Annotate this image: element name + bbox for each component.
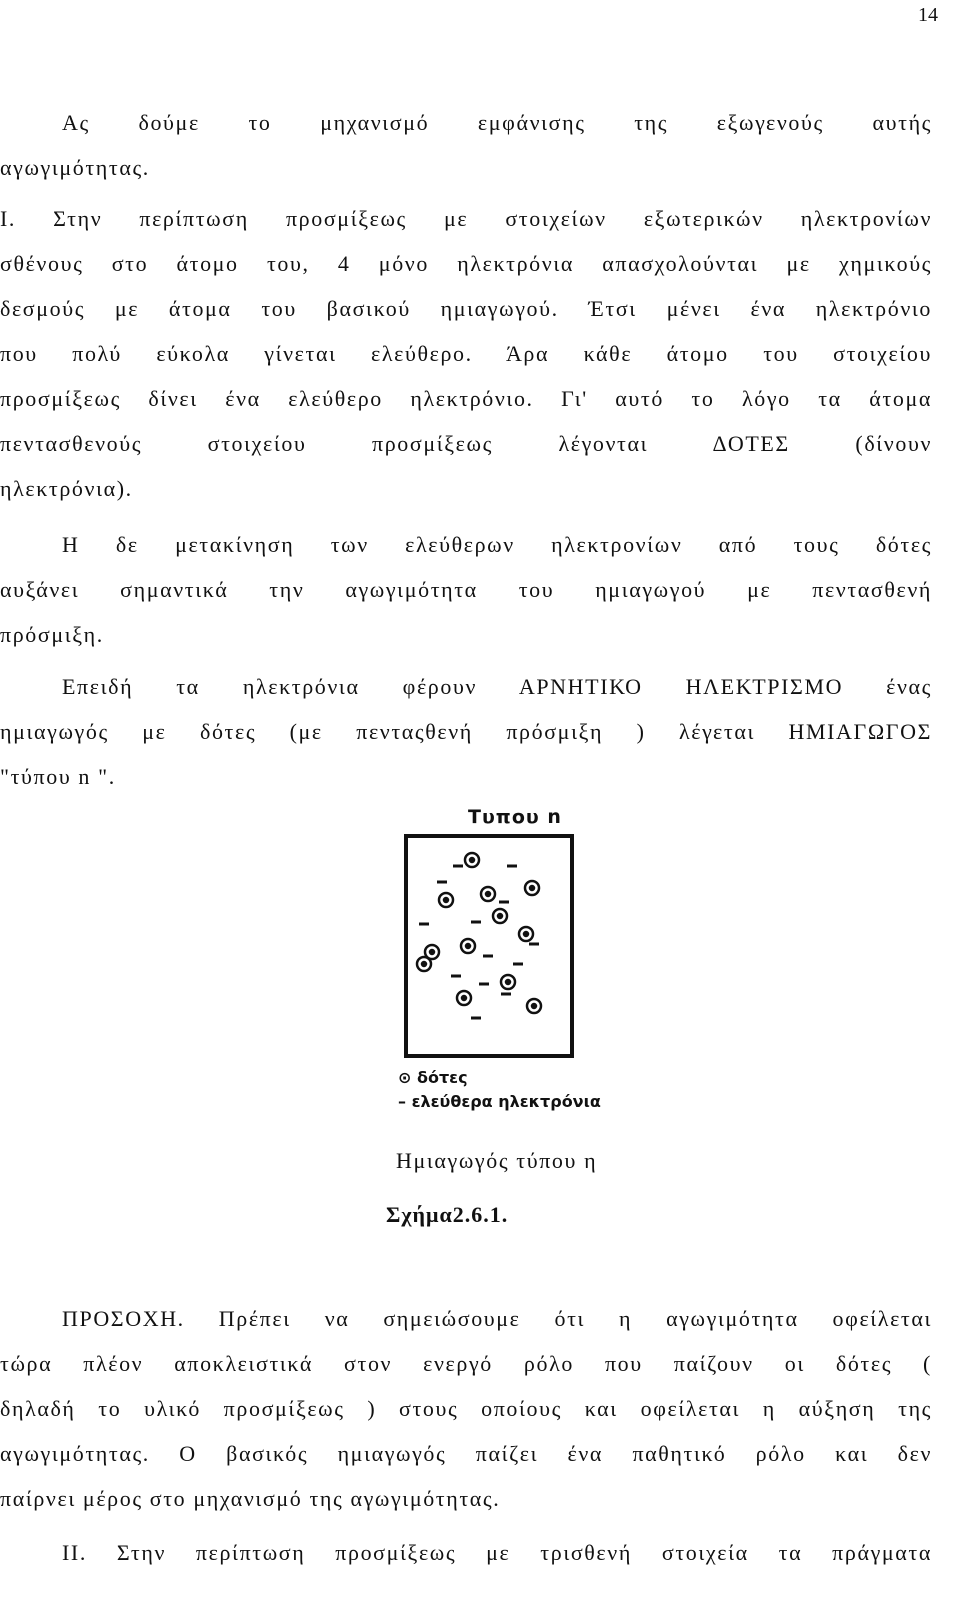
- legend-donor: [398, 1066, 601, 1090]
- figure-n-type-semiconductor: [384, 806, 644, 1146]
- donor-mark: [481, 887, 495, 901]
- donor-mark: [457, 991, 471, 1005]
- text-line: αγωγιμότητας.: [0, 155, 150, 180]
- paragraph-4: [0, 664, 932, 799]
- donor-icon: ⊙: [398, 1068, 412, 1087]
- electron-icon: –: [398, 1092, 406, 1111]
- text-line: ημιαγωγός με δότες (με πενταςθενή πρόσμιξη ) λέγεται ΗΜΙΑΓΩΓΟΣ: [0, 719, 932, 744]
- text-line: ΙΙ. Στην περίπτωση προσμίξεως με τρισθενή στοιχεία τα πράγματα: [62, 1540, 932, 1565]
- donor-mark: [493, 909, 507, 923]
- page-number: 14: [918, 4, 938, 26]
- text-line: αγωγιμότητας. Ο βασικός ημιαγωγός παίζει ένα παθητικό ρόλο και δεν: [0, 1441, 932, 1466]
- text-line: Ι. Στην περίπτωση προσμίξεως με στοιχείων εξωτερικών ηλεκτρονίων: [0, 206, 932, 231]
- figure-title: Τυπου n: [468, 806, 562, 828]
- paragraph-3: [0, 522, 932, 657]
- figure-caption: Ημιαγωγός τύπου η: [396, 1148, 598, 1173]
- text-line: Επειδή τα ηλεκτρόνια φέρουν ΑΡΝΗΤΙΚΟ ΗΛΕΚΤΡΙΣΜΟ ένας: [62, 674, 932, 699]
- donor-mark: [465, 853, 479, 867]
- donor-mark: [461, 939, 475, 953]
- text-line: δηλαδή το υλικό προσμίξεως ) στους οποίους και οφείλεται η αύξηση της: [0, 1396, 932, 1421]
- legend-electron-label: ελεύθερα ηλεκτρόνια: [411, 1092, 601, 1111]
- donor-mark: [501, 975, 515, 989]
- text-line: που πολύ εύκολα γίνεται ελεύθερο. Άρα κάθε άτομο του στοιχείου: [0, 341, 932, 366]
- donor-mark: [525, 881, 539, 895]
- text-line: "τύπου n ".: [0, 764, 116, 789]
- text-line: ΠΡΟΣΟΧΗ. Πρέπει να σημειώσουμε ότι η αγωγιμότητα οφείλεται: [62, 1306, 932, 1331]
- text-line: αυξάνει σημαντικά την αγωγιμότητα του ημιαγωγού με πεντασθενή: [0, 577, 932, 602]
- text-line: τώρα πλέον αποκλειστικά στον ενεργό ρόλο που παίζουν οι δότες (: [0, 1351, 932, 1376]
- text-line: προσμίξεως δίνει ένα ελεύθερο ηλεκτρόνιο. Γι' αυτό το λόγο τα άτομα: [0, 386, 932, 411]
- donor-mark: [439, 893, 453, 907]
- figure-label: Σχήμα2.6.1.: [386, 1202, 509, 1227]
- text-line: σθένους στο άτομο του, 4 μόνο ηλεκτρόνια απασχολούνται με χημικούς: [0, 251, 932, 276]
- donor-mark: [527, 999, 541, 1013]
- paragraph-6: [0, 1530, 932, 1575]
- paragraph-2: [0, 196, 932, 511]
- text-line: δεσμούς με άτομα του βασικού ημιαγωγού. Έτσι μένει ένα ηλεκτρόνιο: [0, 296, 932, 321]
- figure-legend: [398, 1066, 601, 1114]
- legend-donor-label: δότες: [416, 1068, 468, 1087]
- text-line: πρόσμιξη.: [0, 622, 104, 647]
- donor-mark: [417, 957, 431, 971]
- text-line: πεντασθενούς στοιχείου προσμίξεως λέγονται ΔΟΤΕΣ (δίνουν: [0, 431, 932, 456]
- donor-mark: [519, 927, 533, 941]
- legend-electron: [398, 1090, 601, 1114]
- paragraph-1: [0, 100, 932, 190]
- paragraph-5: [0, 1296, 932, 1521]
- text-line: Ας δούμε το μηχανισμό εμφάνισης της εξωγενούς αυτής: [62, 110, 932, 135]
- text-line: Η δε μετακίνηση των ελεύθερων ηλεκτρονίων από τους δότες: [62, 532, 932, 557]
- text-line: παίρνει μέρος στο μηχανισμό της αγωγιμότητας.: [0, 1486, 501, 1511]
- text-line: ηλεκτρόνια).: [0, 476, 133, 501]
